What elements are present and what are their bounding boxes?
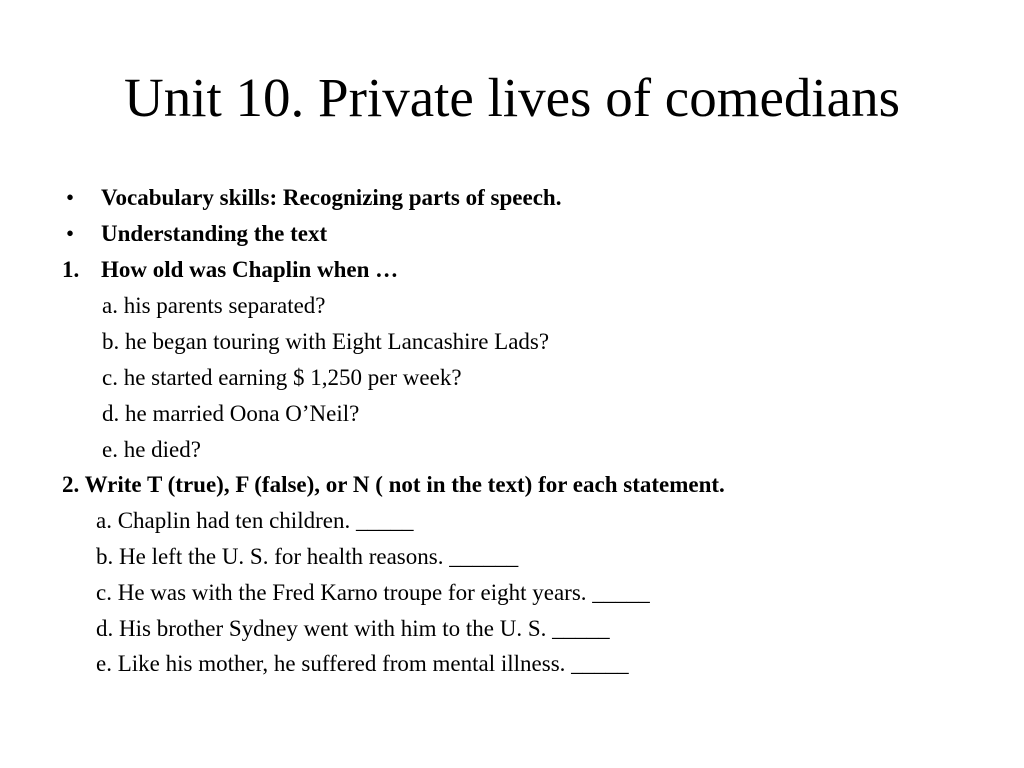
question1-item-c: c. he started earning $ 1,250 per week?: [102, 365, 462, 390]
bullet-marker: •: [66, 221, 75, 246]
bullet-item-understanding: Understanding the text: [101, 221, 328, 246]
question1-item-a: a. his parents separated?: [102, 293, 326, 318]
question2-item-c: c. He was with the Fred Karno troupe for eight years. _____: [96, 580, 650, 605]
question2-item-d: d. His brother Sydney went with him to the U. S. _____: [96, 616, 610, 641]
question2-text: 2. Write T (true), F (false), or N ( not in the text) for each statement.: [62, 472, 725, 497]
bullet-marker: •: [66, 185, 75, 210]
bullet-item-vocabulary: Vocabulary skills: Recognizing parts of speech.: [101, 185, 562, 210]
question1-item-d: d. he married Oona O’Neil?: [102, 401, 360, 426]
question2-item-b: b. He left the U. S. for health reasons. ______: [96, 544, 519, 569]
question1-item-b: b. he began touring with Eight Lancashire Lads?: [102, 329, 550, 354]
question1-number: 1.: [62, 257, 80, 282]
question1-text: How old was Chaplin when …: [101, 257, 399, 282]
question2-item-a: a. Chaplin had ten children. _____: [96, 508, 414, 533]
question2-item-e: e. Like his mother, he suffered from mental illness. _____: [96, 651, 629, 676]
slide-title: Unit 10. Private lives of comedians: [124, 67, 900, 128]
question1-item-e: e. he died?: [102, 437, 201, 462]
